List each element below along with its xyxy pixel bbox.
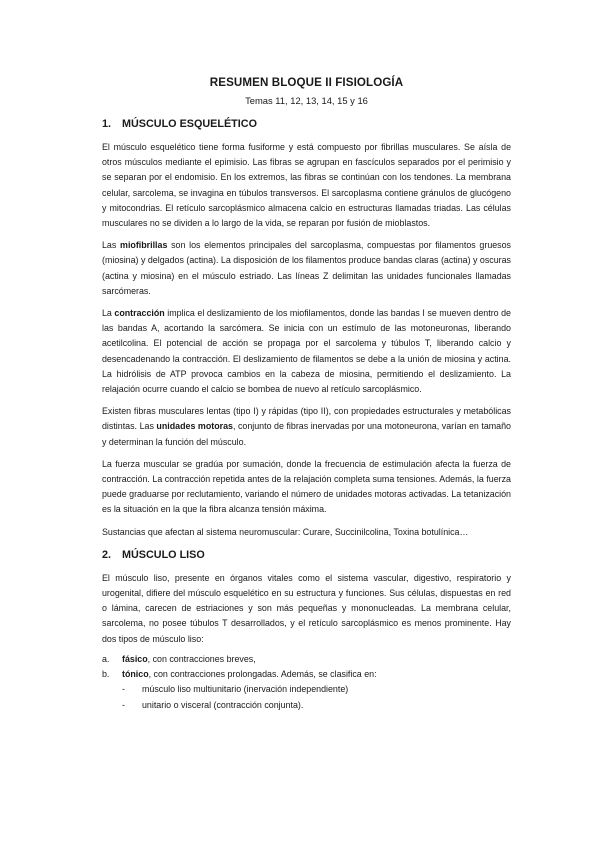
section-number: 2. [102,548,112,561]
list-marker: - [122,699,125,710]
bold-term: fásico [122,653,148,664]
list-item: a. fásico, con contracciones breves, [102,652,511,667]
section-title: MÚSCULO ESQUELÉTICO [122,118,257,130]
paragraph-miofibrillas: Las miofibrillas son los elementos principales del sarcoplasma, compuestas por filamentos gruesos (miosina) y delgados (actina). La disposición de los filamentos produce bandas claras (actina) y oscuras (actina y miosina) en el músculo estriado. Las líneas Z delimitan las unidades funcionales llamadas sarcómeras. [102,240,511,296]
paragraph-estructura: El músculo esquelético tiene forma fusiforme y está compuesto por fibrillas musculares. Se aísla de otros músculos mediante el epimisio. Las fibras se agrupan en fascículos separados por el perimisio y se separan por el endomisio. En los extremos, las fibras se continúan con los tendones. La membrana celular, sarcolema, se invagina en túbulos transversos. El sarcoplasma contiene gránulos de glucógeno y mitocondrias. El retículo sarcoplásmico almacena calcio en estructuras llamadas triadas. Las células musculares no se dividen a lo largo de la vida, se reparan por fusión de mioblastos. [102,142,511,229]
paragraph-sustancias: Sustancias que afectan al sistema neuromuscular: Curare, Succinilcolina, Toxina botulínica… [102,526,469,537]
list-marker: a. [102,653,110,664]
paragraph-contraccion: La contracción implica el deslizamiento de los miofilamentos, donde las bandas I se mueven dentro de las bandas A, acortando la sarcómera. Se inicia con un estímulo de las motoneuronas, liberando acetilcolina. El potencial de acción se propaga por el sarcolema y túbulos T, liberando calcio y desencadenando la contracción. El deslizamiento de filamentos se debe a la unión de miosina y actina. La hidrólisis de ATP provoca cambios en la cabeza de miosina, permitiendo el deslizamiento. La relajación ocurre cuando el calcio se bombea de nuevo al retículo sarcoplásmico. [102,308,511,395]
section-heading-musculo-esqueletico [102,118,511,130]
section-heading-musculo-liso [102,549,511,561]
list-item [102,698,511,713]
list-item-text: unitario o visceral (contracción conjunta). [142,699,304,710]
document-subtitle: Temas 11, 12, 13, 14, 15 y 16 [245,95,368,106]
list-marker: b. [102,669,110,680]
bold-term: unidades motoras [156,421,233,432]
paragraph-musculo-liso: El músculo liso, presente en órganos vitales como el sistema vascular, digestivo, respiratorio y urogenital, difiere del músculo esquelético en su estructura y funciones. Sus células, dispuestas en red o lámina, carecen de estriaciones y son más pequeñas y mononucleadas. La membrana celular, sarcolema, no posee túbulos T desarrollados, y el retículo sarcoplásmico es menos prominente. Hay dos tipos de músculo liso: [102,572,511,644]
list-item-text: músculo liso multiunitario (inervación independiente) [142,684,349,695]
smooth-muscle-types-list [102,652,511,682]
bold-term: miofibrillas [120,240,168,251]
paragraph-tipos-fibras: Existen fibras musculares lentas (tipo I) y rápidas (tipo II), con propiedades estructurales y metabólicas distintas. Las unidades motoras, conjunto de fibras inervadas por una motoneurona, varían en tamaño y determinan la función del músculo. [102,406,511,447]
bold-term: tónico [122,669,149,680]
section-number: 1. [102,118,112,130]
section-title: MÚSCULO LISO [122,548,205,561]
paragraph-fuerza-muscular: La fuerza muscular se gradúa por sumación, donde la frecuencia de estimulación afecta la fuerza de contracción. La contracción repetida antes de la relajación completa suma tensiones. Además, la fuerza puede graduarse por reclutamiento, variando el número de unidades motoras activadas. La tetanización es la situación en la que la fibra alcanza tensión máxima. [102,458,511,515]
list-item [102,682,511,697]
smooth-muscle-subtypes-list [102,682,511,712]
list-marker: - [122,684,125,695]
list-item: b. tónico, con contracciones prolongadas. Además, se clasifica en: [102,667,511,682]
document-title: RESUMEN BLOQUE II FISIOLOGÍA [209,76,404,89]
bold-term: contracción [114,308,165,319]
